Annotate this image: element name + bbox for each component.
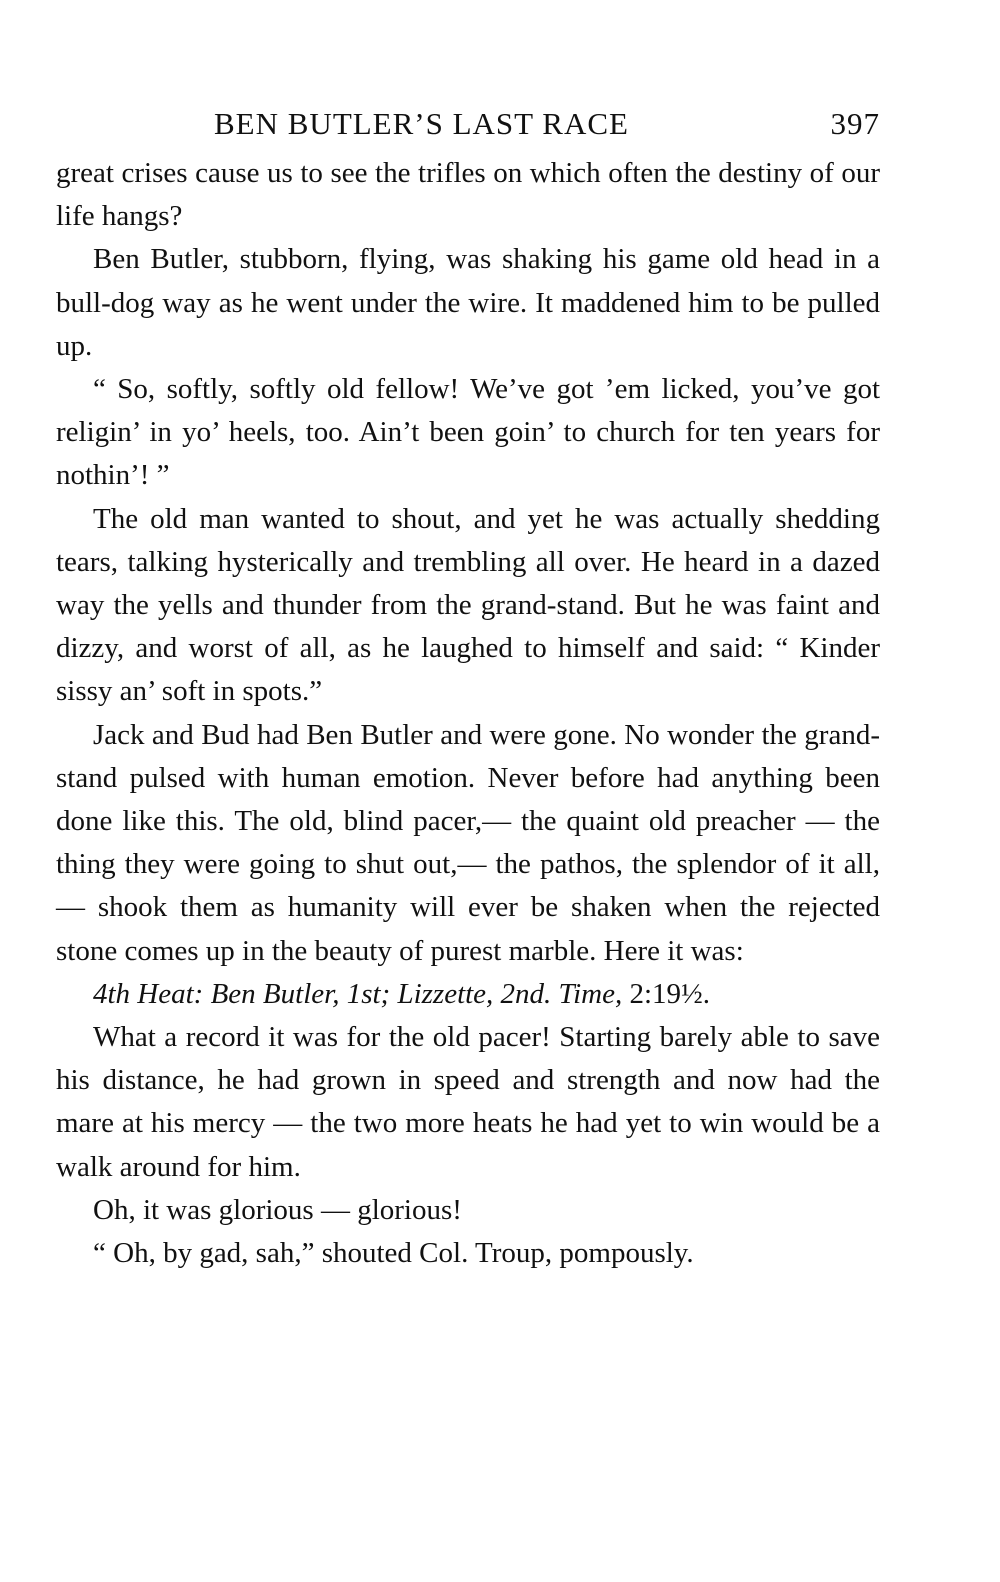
paragraph: “ So, softly, softly old fellow! We’ve got ’em licked, you’ve got religin’ in yo’ heels, too. Ain’t been goin’ to church for ten years for nothin’! ”	[56, 373, 880, 492]
paragraph: Jack and Bud had Ben Butler and were gone. No wonder the grand-stand pulsed with human emotion. Never before had anything been done like this. The old, blind pacer,— the quaint old preacher — the thing they were going to shut out,— the pathos, the splendor of it all,— shook them as humanity will ever be shaken when the rejected stone comes up in the beauty of purest marble. Here it was:	[56, 718, 880, 967]
paragraph: “ Oh, by gad, sah,” shouted Col. Troup, pompously.	[93, 1237, 694, 1270]
paragraph: What a record it was for the old pacer! Starting barely able to save his distance, he had grown in speed and strength and now had the mare at his mercy — the two more heats he had yet to win would be a walk around for him.	[56, 1021, 880, 1183]
paragraph: Ben Butler, stubborn, flying, was shaking his game old head in a bull-dog way as he went under the wire. It maddened him to be pulled up.	[56, 243, 880, 362]
heat-result-time: 2:19½.	[629, 977, 711, 1010]
body-text	[56, 152, 880, 1275]
paragraph: The old man wanted to shout, and yet he was actually shedding tears, talking hysterically and trembling all over. He heard in a dazed way the yells and thunder from the grand-stand. But he was faint and dizzy, and worst of all, as he laughed to himself and said: “ Kinder sissy an’ soft in spots.”	[56, 502, 880, 708]
running-title: BEN BUTLER’S LAST RACE	[214, 106, 629, 141]
heat-result-label: 4th Heat: Ben Butler, 1st; Lizzette, 2nd. Time,	[93, 977, 623, 1010]
book-page	[56, 100, 880, 1275]
heat-result-paragraph	[56, 973, 880, 1016]
page-number: 397	[830, 106, 880, 141]
paragraph: Oh, it was glorious — glorious!	[93, 1193, 462, 1226]
paragraph-continuation: great crises cause us to see the trifles on which often the destiny of our life hangs?	[56, 157, 880, 233]
page-header	[56, 100, 880, 152]
